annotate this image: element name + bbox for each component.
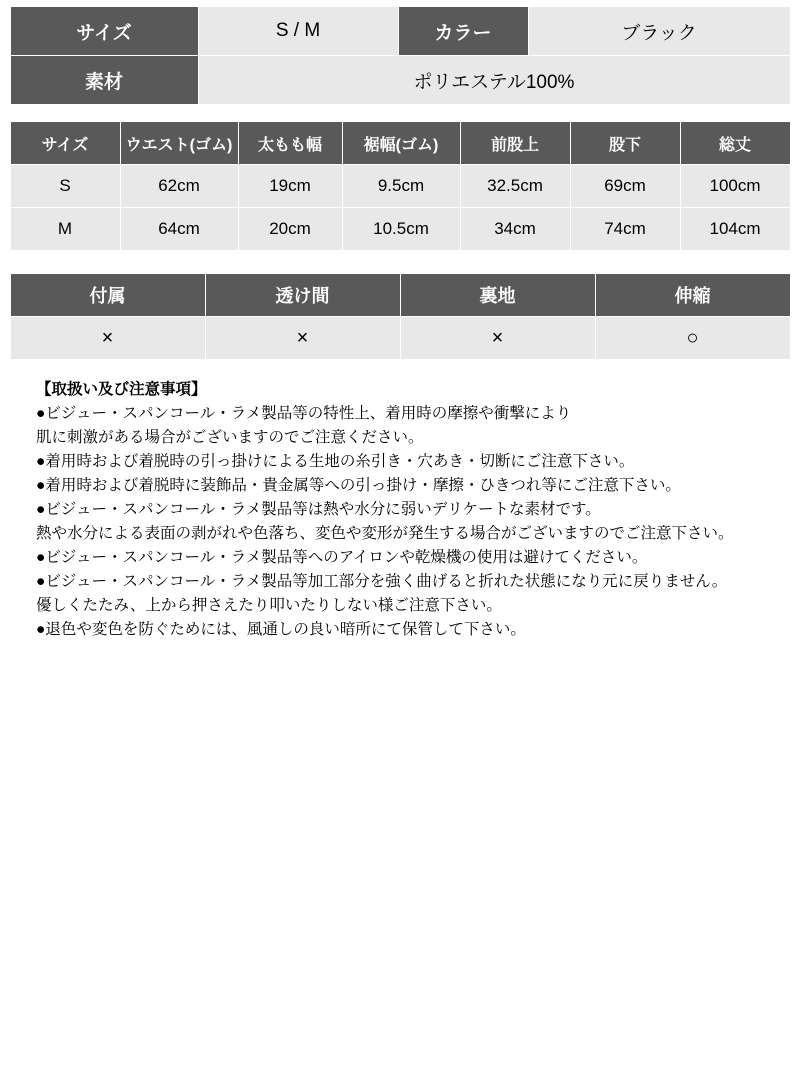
- attr-value-stretch: ○: [595, 317, 790, 360]
- care-notes-title: 【取扱い及び注意事項】: [36, 381, 207, 398]
- measurements-table: [10, 121, 791, 251]
- attr-header-stretch: 伸縮: [595, 274, 790, 317]
- table-row: [10, 56, 790, 105]
- care-note-line: ●ビジュー・スパンコール・ラメ製品等の特性上、着用時の摩擦や衝撃により: [36, 405, 572, 423]
- measure-s-waist: 62cm: [120, 165, 238, 208]
- measure-m-inseam: 74cm: [570, 208, 680, 251]
- care-note-line: 優しくたたみ、上から押さえたり叩いたりしない様ご注意下さい。: [36, 597, 502, 615]
- spec-color-label: カラー: [398, 7, 528, 56]
- measure-s-hem: 9.5cm: [342, 165, 460, 208]
- attr-value-accessory: ×: [10, 317, 205, 360]
- care-note-line: ●ビジュー・スパンコール・ラメ製品等加工部分を強く曲げると折れた状態になり元に戻りません。: [36, 573, 728, 591]
- spec-size-label: サイズ: [10, 7, 198, 56]
- attr-header-sheerness: 透け間: [205, 274, 400, 317]
- measure-header-total-length: 総丈: [680, 122, 790, 165]
- table-header-row: [10, 274, 790, 317]
- care-note-line: 熱や水分による表面の剥がれや色落ち、変色や変形が発生する場合がございますのでご注意下さい。: [36, 525, 734, 543]
- spec-material-label: 素材: [10, 56, 198, 105]
- measure-s-front-rise: 32.5cm: [460, 165, 570, 208]
- measure-s-size: S: [10, 165, 120, 208]
- care-note-line: 肌に刺激がある場合がございますのでご注意ください。: [36, 429, 424, 447]
- measure-header-size: サイズ: [10, 122, 120, 165]
- spec-size-value: S / M: [198, 7, 398, 56]
- measure-s-inseam: 69cm: [570, 165, 680, 208]
- measure-m-total-length: 104cm: [680, 208, 790, 251]
- care-note-line: ●着用時および着脱時に装飾品・貴金属等への引っ掛け・摩擦・ひきつれ等にご注意下さい。: [36, 477, 681, 495]
- measure-header-hem: 裾幅(ゴム): [342, 122, 460, 165]
- care-note-line: ●ビジュー・スパンコール・ラメ製品等へのアイロンや乾燥機の使用は避けてください。: [36, 549, 648, 567]
- care-note-line: ●着用時および着脱時の引っ掛けによる生地の糸引き・穴あき・切断にご注意下さい。: [36, 453, 635, 471]
- product-spec-page: [0, 6, 800, 1073]
- table-row: [10, 7, 790, 56]
- measure-m-size: M: [10, 208, 120, 251]
- spec-material-value: ポリエステル100%: [198, 56, 790, 105]
- measure-m-hem: 10.5cm: [342, 208, 460, 251]
- attr-header-accessory: 付属: [10, 274, 205, 317]
- measure-header-inseam: 股下: [570, 122, 680, 165]
- care-notes: [10, 378, 790, 642]
- attr-header-lining: 裏地: [400, 274, 595, 317]
- measure-header-front-rise: 前股上: [460, 122, 570, 165]
- care-note-line: ●ビジュー・スパンコール・ラメ製品等は熱や水分に弱いデリケートな素材です。: [36, 501, 601, 519]
- table-row: [10, 317, 790, 360]
- measure-s-thigh: 19cm: [238, 165, 342, 208]
- attr-value-sheerness: ×: [205, 317, 400, 360]
- table-row: [10, 208, 790, 251]
- measure-m-thigh: 20cm: [238, 208, 342, 251]
- spec-table: [10, 6, 791, 105]
- spec-color-value: ブラック: [528, 7, 790, 56]
- table-header-row: [10, 122, 790, 165]
- attr-value-lining: ×: [400, 317, 595, 360]
- attributes-table: [10, 273, 791, 360]
- table-row: [10, 165, 790, 208]
- measure-header-waist: ウエスト(ゴム): [120, 122, 238, 165]
- measure-m-waist: 64cm: [120, 208, 238, 251]
- care-note-line: ●退色や変色を防ぐためには、風通しの良い暗所にて保管して下さい。: [36, 621, 526, 639]
- measure-m-front-rise: 34cm: [460, 208, 570, 251]
- measure-header-thigh: 太もも幅: [238, 122, 342, 165]
- measure-s-total-length: 100cm: [680, 165, 790, 208]
